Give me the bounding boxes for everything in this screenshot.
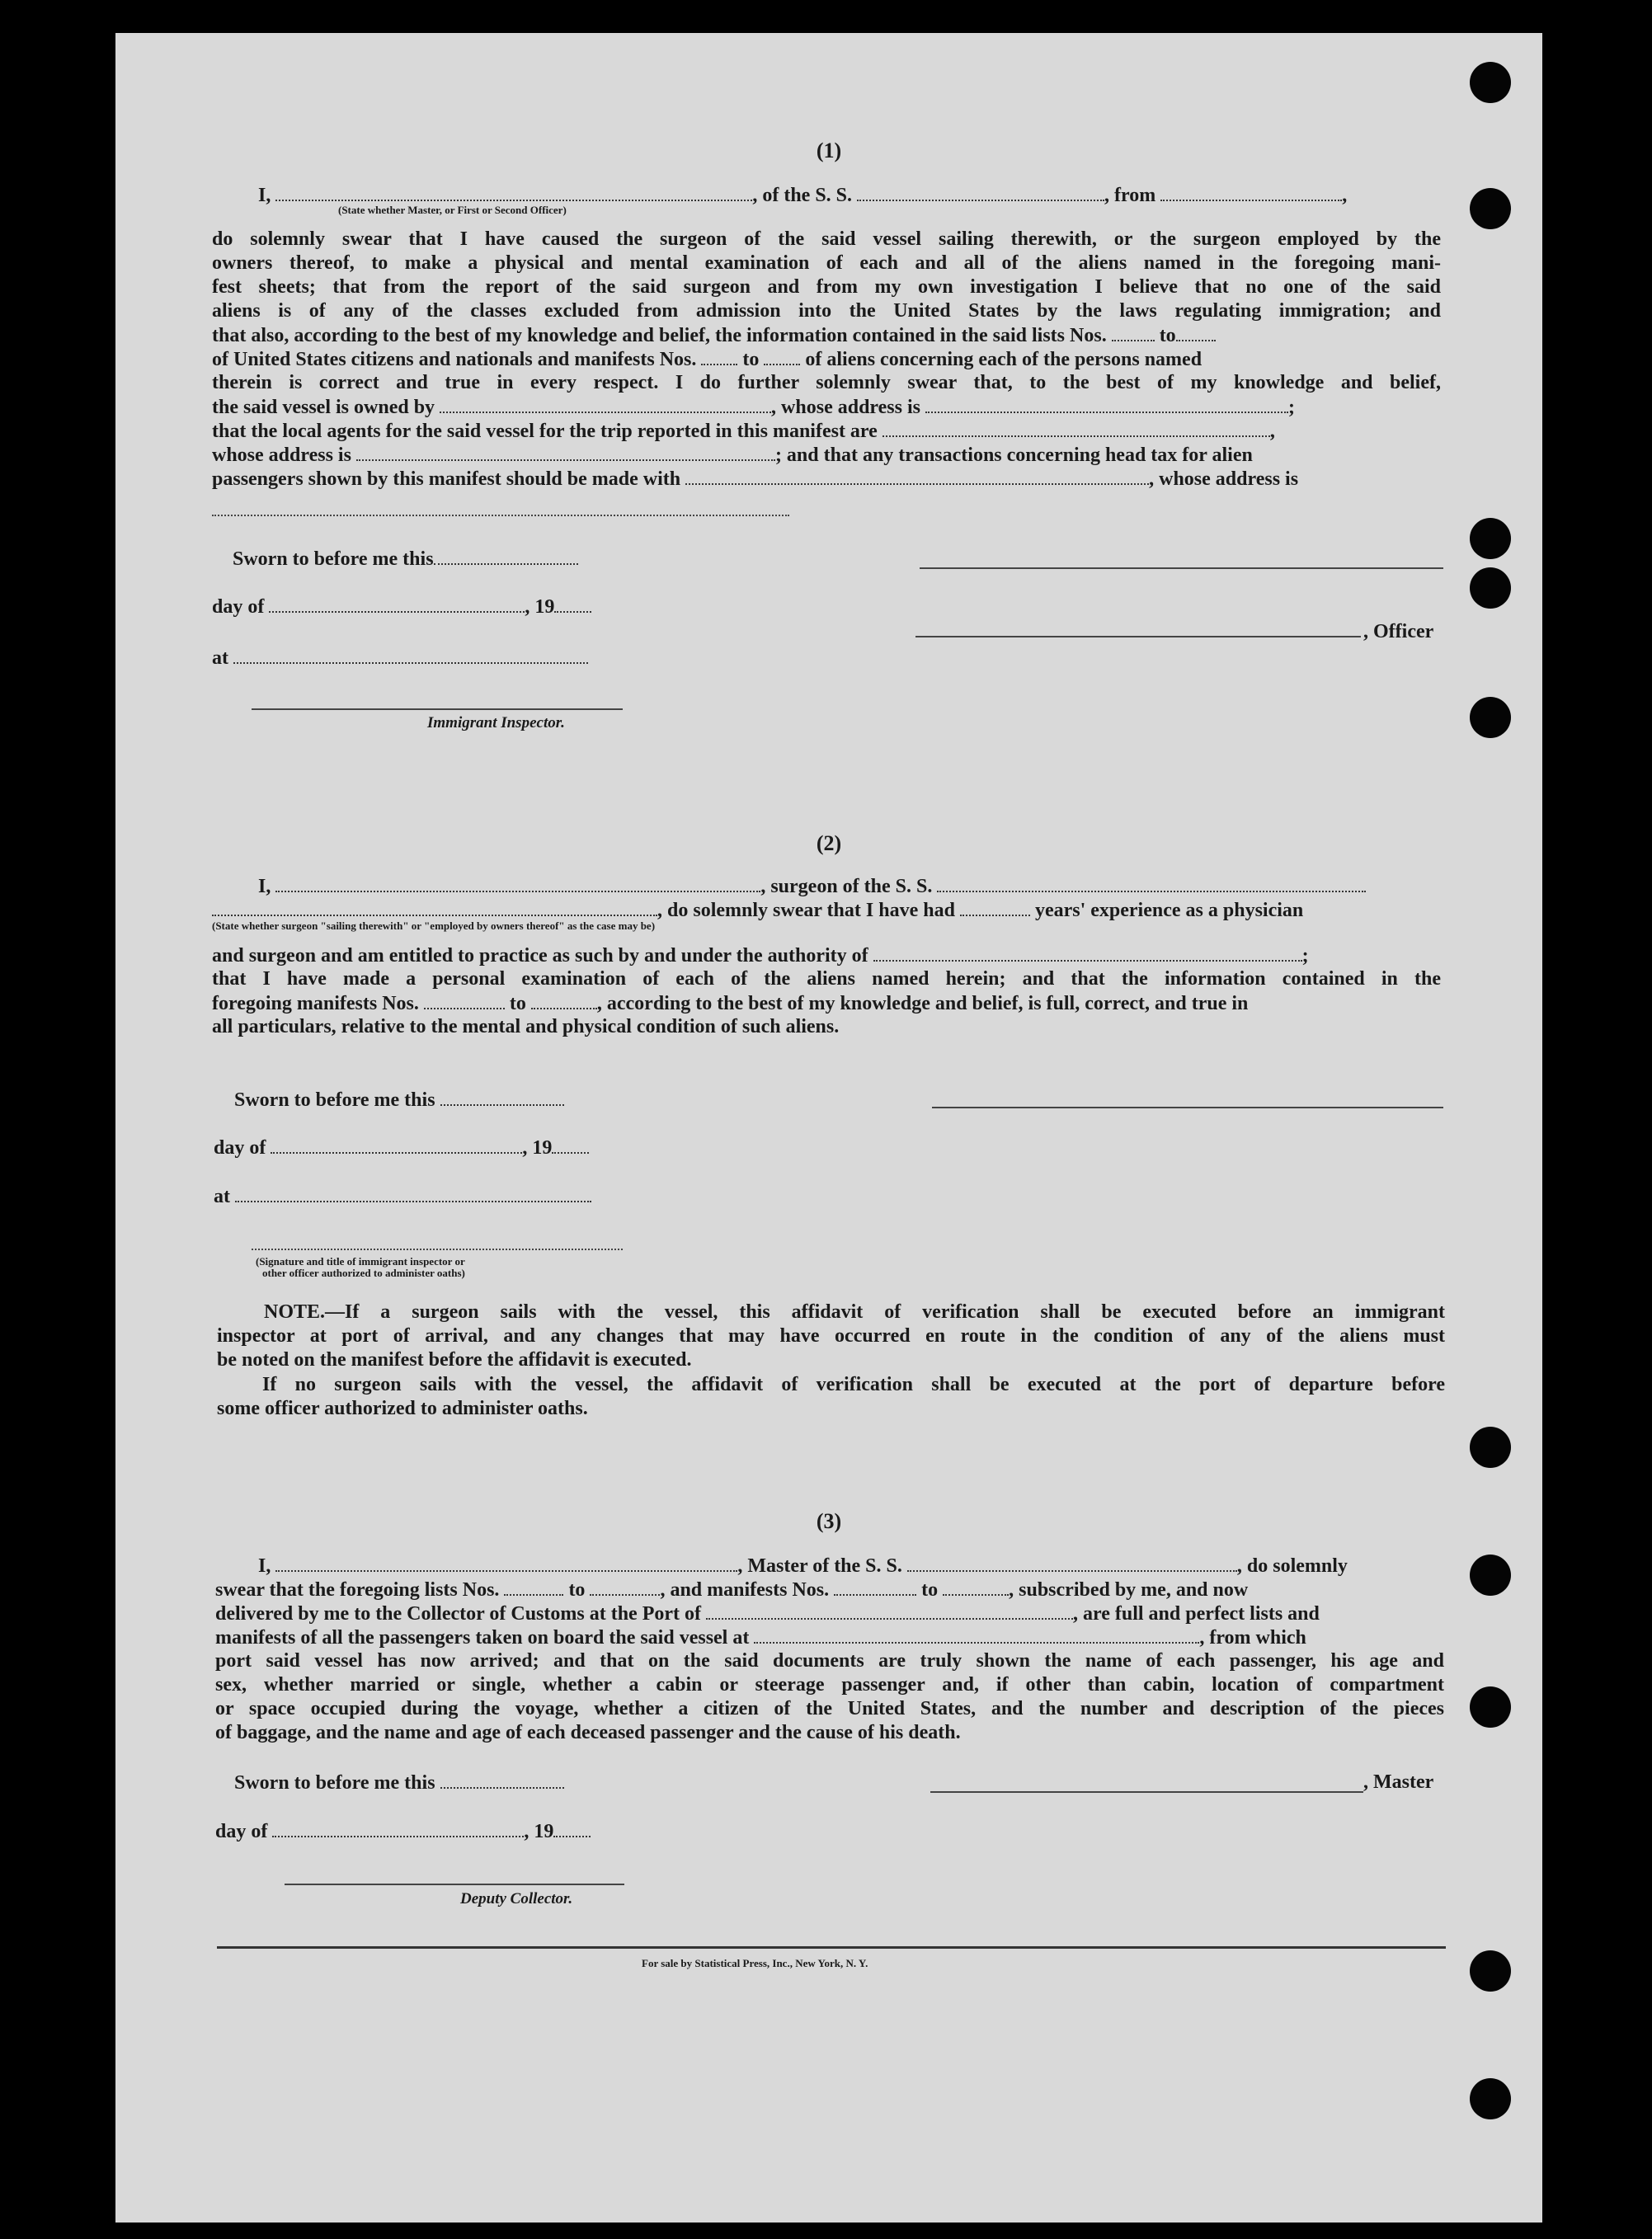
section2-pronoun: I,	[258, 876, 271, 897]
day-of-label: day of	[212, 596, 265, 618]
lists-to: to	[1159, 325, 1176, 346]
note-text: —If a surgeon sails with the vessel, this affidavit of verification shall be executed before an immigrant	[325, 1301, 1445, 1323]
sworn-label: Sworn to before me this	[234, 1089, 435, 1111]
boarding-port-field[interactable]	[754, 1625, 1199, 1644]
whose-rest: ; and that any transactions concerning head tax for alien	[774, 445, 1253, 466]
from-port-field[interactable]	[1160, 183, 1342, 201]
master-signature-line[interactable]	[930, 1790, 1363, 1793]
officer-label: , Officer	[1363, 621, 1434, 642]
master-vessel-field[interactable]	[907, 1554, 1237, 1572]
note-label: NOTE.	[264, 1301, 326, 1323]
officer-rank-note: (State whether Master, or First or Second Officer)	[338, 204, 567, 216]
month-field[interactable]	[272, 1819, 524, 1837]
section-number: (1)	[816, 139, 842, 162]
section1-correct-line: therein is correct and true in every respect. I do further solemnly swear that, to the best of my knowledge and belief,	[212, 372, 1441, 393]
authority-text: and surgeon and am entitled to practice as such by and under the authority of	[212, 945, 868, 967]
punch-hole	[1470, 1555, 1511, 1596]
section1-body-line: owners thereof, to make a physical and mental examination of each and all of the aliens named in the foregoing mani-	[212, 252, 1441, 274]
vessel-name-field[interactable]	[857, 183, 1104, 201]
surgeon-status-note: (State whether surgeon "sailing therewith" or "employed by owners thereof" as the case may be)	[212, 920, 656, 932]
section2-line1	[258, 874, 1366, 898]
note-line: be noted on the manifest before the affidavit is executed.	[217, 1349, 692, 1371]
port-field[interactable]	[706, 1602, 1073, 1620]
at-label: at	[214, 1186, 230, 1207]
inspector-signature-line[interactable]	[252, 707, 623, 710]
subscribed-text: , subscribed by me, and now	[1009, 1579, 1249, 1601]
day-of-label: day of	[214, 1137, 266, 1159]
officer-signature-line[interactable]	[920, 566, 1443, 569]
sworn-day-field[interactable]	[434, 547, 578, 565]
manifests-to-field[interactable]	[764, 347, 800, 365]
authority-field[interactable]	[873, 943, 1302, 962]
officer-title-line[interactable]	[915, 634, 1361, 637]
swear-text: swear that the foregoing lists Nos.	[215, 1579, 500, 1601]
experience-text: years' experience as a physician	[1034, 900, 1304, 921]
punch-hole	[1470, 2078, 1511, 2119]
section2-sworn	[234, 1088, 564, 1112]
section3-pronoun: I,	[258, 1555, 271, 1577]
section3-body-line: port said vessel has now arrived; and that on the said documents are truly shown the name of each passenger, his age and	[215, 1650, 1444, 1672]
agents-address-field[interactable]	[356, 443, 775, 461]
punch-hole	[1470, 1427, 1511, 1468]
sworn-day-field[interactable]	[440, 1088, 564, 1106]
section2-body-line: that I have made a personal examination of each of the aliens named herein; and that the information contained in the	[212, 968, 1441, 990]
section3-body-line: or space occupied during the voyage, whether a citizen of the United States, and the number and description of the pieces	[215, 1698, 1444, 1719]
section1-body-line: do solemnly swear that I have caused the surgeon of the said vessel sailing therewith, or the surgeon employed by the	[212, 228, 1441, 250]
owner-address-field[interactable]	[925, 395, 1288, 413]
month-field[interactable]	[269, 595, 525, 613]
delivered-text: delivered by me to the Collector of Customs at the Port of	[215, 1603, 701, 1625]
do-solemnly: , do solemnly	[1236, 1555, 1348, 1577]
owner-address-label: , whose address is	[771, 397, 920, 418]
surgeon-signature-line[interactable]	[932, 1105, 1443, 1108]
manifests-from-field[interactable]	[701, 347, 737, 365]
section2-line2	[212, 898, 1303, 922]
years-field[interactable]	[960, 898, 1030, 916]
year-label: , 19	[525, 596, 555, 618]
year-field[interactable]	[552, 1136, 589, 1154]
taken-text: manifests of all the passengers taken on board the said vessel at	[215, 1627, 750, 1649]
head-tax-party-field[interactable]	[685, 467, 1149, 485]
punch-hole	[1470, 62, 1511, 103]
lists-to: to	[568, 1579, 586, 1601]
lists-text: that also, according to the best of my knowledge and belief, the information contained in the said lists Nos.	[212, 325, 1107, 346]
lists-from-field[interactable]	[1112, 323, 1155, 341]
officer-name-field[interactable]	[275, 183, 752, 201]
section1-agents-line	[212, 419, 1275, 443]
owner-field[interactable]	[440, 395, 771, 413]
passengers-text: passengers shown by this manifest should be made with	[212, 468, 681, 490]
note-line: inspector at port of arrival, and any changes that may have occurred en route in the condition of any of the aliens must	[217, 1325, 1445, 1347]
sworn-label: Sworn to before me this	[234, 1772, 435, 1794]
master-of-ss: , Master of the S. S.	[737, 1555, 902, 1577]
surgeon-manifests-to: to	[509, 993, 526, 1014]
foregoing-rest: , according to the best of my knowledge and belief, is full, correct, and true in	[596, 993, 1249, 1014]
surgeon-of-ss: , surgeon of the S. S.	[760, 876, 933, 897]
lists-to-field[interactable]	[590, 1578, 660, 1596]
manifests-to-field[interactable]	[943, 1578, 1009, 1596]
delivered-rest: , are full and perfect lists and	[1072, 1603, 1320, 1625]
foregoing-text: foregoing manifests Nos.	[212, 993, 419, 1014]
manifests-to: to	[742, 349, 760, 370]
section3-line3	[215, 1602, 1320, 1625]
section1-at-line	[212, 646, 588, 670]
note-line: If no surgeon sails with the vessel, the affidavit of verification shall be executed at the port of departure before	[262, 1374, 1445, 1395]
deputy-signature-line[interactable]	[285, 1882, 624, 1885]
surgeon-vessel-field[interactable]	[937, 874, 1366, 892]
section2-day-line	[214, 1136, 589, 1159]
head-tax-address-field[interactable]	[212, 513, 789, 516]
section1-pronoun: I,	[258, 185, 271, 206]
section3-line4	[215, 1625, 1306, 1649]
section3-body-line: sex, whether married or single, whether a cabin or steerage passenger and, if other than cabin, location of compartment	[215, 1674, 1444, 1696]
section1-whose-line	[212, 443, 1253, 467]
section3-body-line: of baggage, and the name and age of each deceased passenger and the cause of his death.	[215, 1722, 961, 1743]
section1-owned-line	[212, 395, 1295, 419]
manifests-rest: of aliens concerning each of the persons named	[805, 349, 1203, 370]
section3-day-line	[215, 1819, 591, 1843]
section3-sworn	[234, 1771, 564, 1794]
punch-hole	[1470, 188, 1511, 229]
manifests-to: to	[921, 1579, 939, 1601]
punch-hole	[1470, 697, 1511, 738]
section2-line3	[212, 943, 1309, 967]
month-field[interactable]	[271, 1136, 522, 1154]
section1-passengers-line	[212, 467, 1298, 491]
master-label: , Master	[1363, 1771, 1434, 1793]
section3-line2	[215, 1578, 1248, 1602]
surgeon-manifests-from-field[interactable]	[424, 991, 505, 1009]
at-place-field[interactable]	[235, 1184, 591, 1202]
section1-from: , from	[1104, 185, 1156, 206]
immigrant-inspector-label: Immigrant Inspector.	[427, 714, 565, 731]
section1-lists-line	[212, 323, 1216, 347]
section1-sworn	[233, 547, 578, 571]
manifests-text: of United States citizens and nationals and manifests Nos.	[212, 349, 697, 370]
section2-line5	[212, 991, 1248, 1015]
year-label: , 19	[524, 1821, 554, 1842]
passengers-rest: , whose address is	[1149, 468, 1299, 490]
section3-line1	[258, 1554, 1348, 1578]
at-label: at	[212, 647, 228, 669]
note-line: some officer authorized to administer oaths.	[217, 1398, 588, 1419]
section1-body-line: aliens is of any of the classes excluded from admission into the United States by the laws regulating immigration; and	[212, 300, 1441, 322]
punch-hole	[1470, 1950, 1511, 1992]
section-number: (3)	[816, 1509, 842, 1533]
section2-line6: all particulars, relative to the mental and physical condition of such aliens.	[212, 1016, 840, 1037]
surgeon-manifests-to-field[interactable]	[531, 991, 597, 1009]
punch-hole	[1470, 518, 1511, 559]
owned-end: ;	[1287, 397, 1295, 418]
taken-rest: , from which	[1199, 1627, 1306, 1649]
day-of-label: day of	[215, 1821, 268, 1842]
at-place-field[interactable]	[233, 646, 588, 664]
note-line	[264, 1301, 1445, 1324]
punch-hole	[1470, 1686, 1511, 1728]
punch-hole	[1470, 567, 1511, 609]
signer-note: (Signature and title of immigrant inspector or	[256, 1255, 465, 1268]
lists-to-field[interactable]	[1176, 323, 1216, 341]
surgeon-name-field[interactable]	[275, 874, 760, 892]
lists-from-field[interactable]	[504, 1578, 563, 1596]
section-number: (2)	[816, 831, 842, 855]
section1-body-line: fest sheets; that from the report of the said surgeon and from my own investigation I believe that no one of the said	[212, 276, 1441, 298]
signer-note: other officer authorized to administer oaths)	[262, 1267, 465, 1279]
year-label: , 19	[522, 1137, 553, 1159]
sworn-label: Sworn to before me this	[233, 548, 434, 570]
authority-end: ;	[1301, 945, 1309, 967]
master-name-field[interactable]	[275, 1554, 737, 1572]
sworn-day-field[interactable]	[440, 1771, 564, 1789]
section1-of-ss: , of the S. S.	[752, 185, 853, 206]
section1-manifests-line	[212, 347, 1202, 371]
section1-comma: ,	[1342, 185, 1348, 206]
footer-rule	[217, 1946, 1446, 1949]
manifests-from-field[interactable]	[834, 1578, 916, 1596]
year-field[interactable]	[554, 595, 591, 613]
solemnly-text: , do solemnly swear that I have had	[657, 900, 955, 921]
agents-end: ,	[1269, 421, 1275, 442]
section1-day-line	[212, 595, 591, 619]
agents-field[interactable]	[882, 419, 1270, 437]
year-field[interactable]	[553, 1819, 591, 1837]
printer-imprint: For sale by Statistical Press, Inc., New York, N. Y.	[642, 1957, 868, 1969]
section2-at-line	[214, 1184, 591, 1208]
deputy-collector-label: Deputy Collector.	[460, 1890, 573, 1907]
manifests-label: , and manifests Nos.	[660, 1579, 830, 1601]
surgeon-status-field[interactable]	[212, 898, 657, 916]
agents-text: that the local agents for the said vessel for the trip reported in this manifest are	[212, 421, 878, 442]
inspector-signature-line[interactable]	[252, 1247, 623, 1250]
whose-text: whose address is	[212, 445, 351, 466]
owned-text: the said vessel is owned by	[212, 397, 435, 418]
